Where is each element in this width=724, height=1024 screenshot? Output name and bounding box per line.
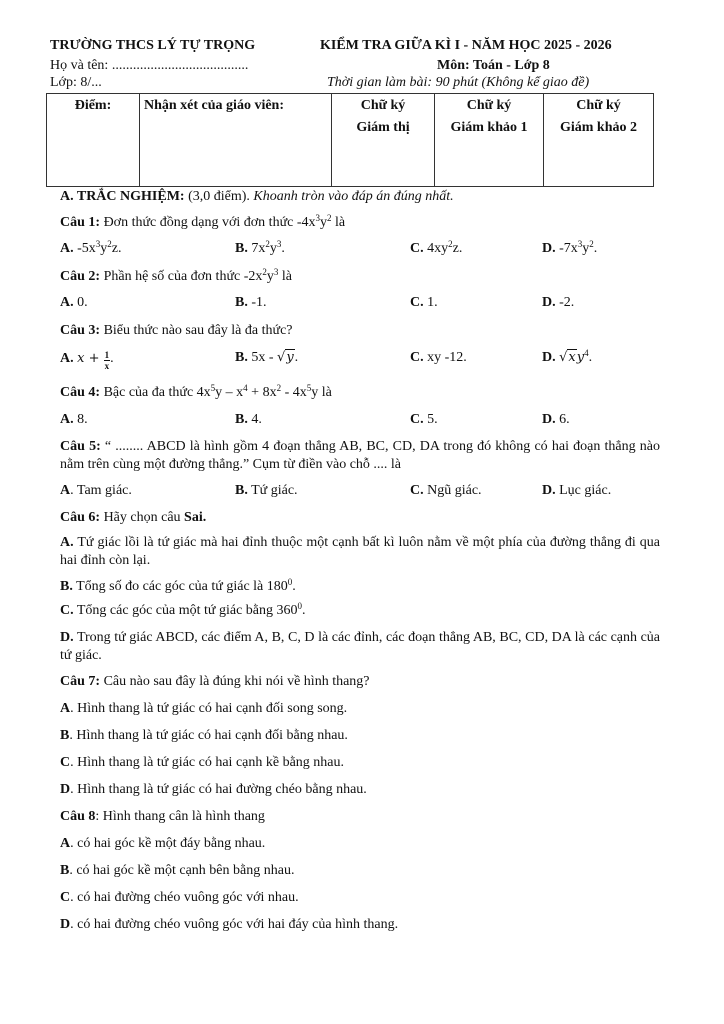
option-b[interactable]: B. Tứ giác. (235, 483, 298, 498)
student-name-field: Họ và tên: ....................................... (50, 58, 249, 73)
question-6 (60, 509, 660, 527)
section-title: A. TRẮC NGHIỆM: (60, 189, 185, 204)
class-field: Lớp: 8/... (50, 75, 102, 90)
q7-option-a[interactable]: A. Hình thang là tứ giác có hai cạnh đối song song. (60, 701, 348, 716)
question-label: Câu 6: (60, 510, 101, 525)
comment-cell (140, 94, 332, 187)
question-text: Biểu thức nào sau đây là đa thức? (100, 323, 293, 338)
option-b[interactable]: B. 4. (235, 412, 262, 427)
grade-table (46, 93, 654, 187)
question-3 (60, 322, 660, 340)
q6-option-b[interactable]: B. Tổng số đo các góc của tứ giác là $180^0$. (60, 577, 296, 594)
question-text: Hãy chọn câu (100, 510, 185, 525)
q3-options (60, 348, 660, 371)
examiner1-label: Giám khảo 1 (450, 120, 528, 135)
score-header: Điểm: (74, 98, 112, 113)
option-a[interactable]: A. $-5x^3y^2z$. (60, 239, 122, 256)
question-tail: là (331, 215, 346, 230)
question-4: Câu 4: Bậc của đa thức $4x^5y - x^4 + 8x^2 - 4x^5y$ là (60, 383, 332, 400)
question-text: Phần hệ số của đơn thức -2x (100, 269, 263, 284)
question-label: Câu 8 (60, 809, 96, 824)
question-8 (60, 808, 660, 826)
score-cell (47, 94, 140, 187)
question-text: “ ........ ABCD là hình gồm 4 đoạn thẳng AB, BC, CD, DA trong đó không có hai đoạn thẳng nào nằm trên cùng một đường thẳng.” Cụm từ điền vào chỗ .... là (60, 439, 661, 472)
q7-option-c[interactable]: C. Hình thang là tứ giác có hai cạnh kề bằng nhau. (60, 755, 345, 770)
question-5 (60, 438, 660, 474)
option-c[interactable]: C. 5. (410, 412, 438, 427)
option-c[interactable]: C. 1. (410, 295, 438, 310)
q8-option-c[interactable]: C. có hai đường chéo vuông góc với nhau. (60, 890, 299, 905)
examiner1-signature-label: Chữ ký (466, 98, 512, 113)
section-instruction: Khoanh tròn vào đáp án đúng nhất. (253, 189, 454, 204)
q1-options (60, 241, 660, 259)
proctor-signature-label: Chữ ký (360, 98, 406, 113)
school-name: TRƯỜNG THCS LÝ TỰ TRỌNG (50, 38, 256, 53)
exam-time: Thời gian làm bài: 90 phút (Không kể giao đề) (327, 75, 590, 90)
question-label: Câu 7: (60, 674, 101, 689)
question-1: Câu 1: Đơn thức đồng dạng với đơn thức $-4x^3y^2$ là (60, 213, 346, 230)
question-text: Bậc của đa thức 4x (100, 385, 211, 400)
comment-header: Nhận xét của giáo viên: (144, 98, 284, 113)
question-label: Câu 3: (60, 323, 101, 338)
proctor-label: Giám thị (356, 120, 410, 135)
q6-option-d[interactable]: D. Trong tứ giác ABCD, các điểm A, B, C, D là các đỉnh, các đoạn thẳng AB, BC, CD, DA là các cạnh của tứ giác. (60, 630, 660, 663)
q8-option-d[interactable]: D. có hai đường chéo vuông góc với hai đáy của hình thang. (60, 917, 399, 932)
question-label: Câu 4: (60, 385, 101, 400)
q6-option-a[interactable]: A. Tứ giác lồi là tứ giác mà hai đỉnh thuộc một cạnh bất kì luôn nằm về một phía của đường thẳng đi qua hai đỉnh còn lại. (60, 535, 660, 568)
proctor-cell (332, 94, 435, 187)
option-a[interactable]: A. 0. (60, 295, 88, 310)
q5-options (60, 483, 660, 501)
option-d[interactable]: D. Lục giác. (542, 483, 612, 498)
section-points: (3,0 điểm). (184, 189, 254, 204)
option-d[interactable]: D. 6. (542, 412, 570, 427)
question-text: : Hình thang cân là hình thang (95, 809, 265, 824)
option-b[interactable]: B. -1. (235, 295, 267, 310)
option-d[interactable]: D. -2. (542, 295, 575, 310)
question-2: Câu 2: Phần hệ số của đơn thức $-2x^2y^3$ là (60, 267, 293, 284)
q4-options (60, 412, 660, 430)
q7-option-d[interactable]: D. Hình thang là tứ giác có hai đường chéo bằng nhau. (60, 782, 367, 797)
examiner2-signature-label: Chữ ký (576, 98, 621, 113)
examiner1-cell (435, 94, 544, 187)
option-a[interactable]: A. Tam giác. (60, 483, 132, 498)
option-c[interactable]: C. Ngũ giác. (410, 483, 482, 498)
examiner2-label: Giám khảo 2 (559, 120, 637, 135)
option-c[interactable]: C. xy -12. (410, 350, 467, 365)
section-a-heading (60, 188, 660, 206)
option-b[interactable]: B. $7x^2y^3$. (235, 239, 285, 256)
q6-option-c[interactable]: C. Tổng các góc của một tứ giác bằng $360^0$. (60, 601, 306, 618)
question-tail: là (278, 269, 293, 284)
q7-option-b[interactable]: B. Hình thang là tứ giác có hai cạnh đối bằng nhau. (60, 728, 348, 743)
question-text: Câu nào sau đây là đúng khi nói về hình thang? (100, 674, 370, 689)
option-d[interactable]: D. $√xy^4$. (542, 348, 593, 365)
option-c[interactable]: C. $4xy^2z$. (410, 239, 463, 256)
question-text: Đơn thức đồng dạng với đơn thức -4x (100, 215, 316, 230)
q8-option-a[interactable]: A. có hai góc kề một đáy bằng nhau. (60, 836, 266, 851)
question-7 (60, 673, 660, 691)
option-d[interactable]: D. $-7x^3y^2$. (542, 239, 598, 256)
option-a[interactable]: A. 8. (60, 412, 88, 427)
subject-label: Môn: Toán - Lớp 8 (437, 58, 550, 73)
question-label: Câu 5: (60, 439, 101, 454)
question-emphasis: Sai. (184, 510, 207, 525)
q8-option-b[interactable]: B. có hai góc kề một cạnh bên bằng nhau. (60, 863, 295, 878)
option-b[interactable]: B. 5x - √y. (235, 350, 299, 365)
option-a[interactable]: A. x + $\frac{1}{x}$ . (60, 350, 114, 371)
exam-title: KIỂM TRA GIỮA KÌ I - NĂM HỌC 2025 - 2026 (320, 38, 612, 53)
question-label: Câu 2: (60, 269, 101, 284)
q2-options (60, 295, 660, 313)
examiner2-cell (544, 94, 654, 187)
question-label: Câu 1: (60, 215, 101, 230)
